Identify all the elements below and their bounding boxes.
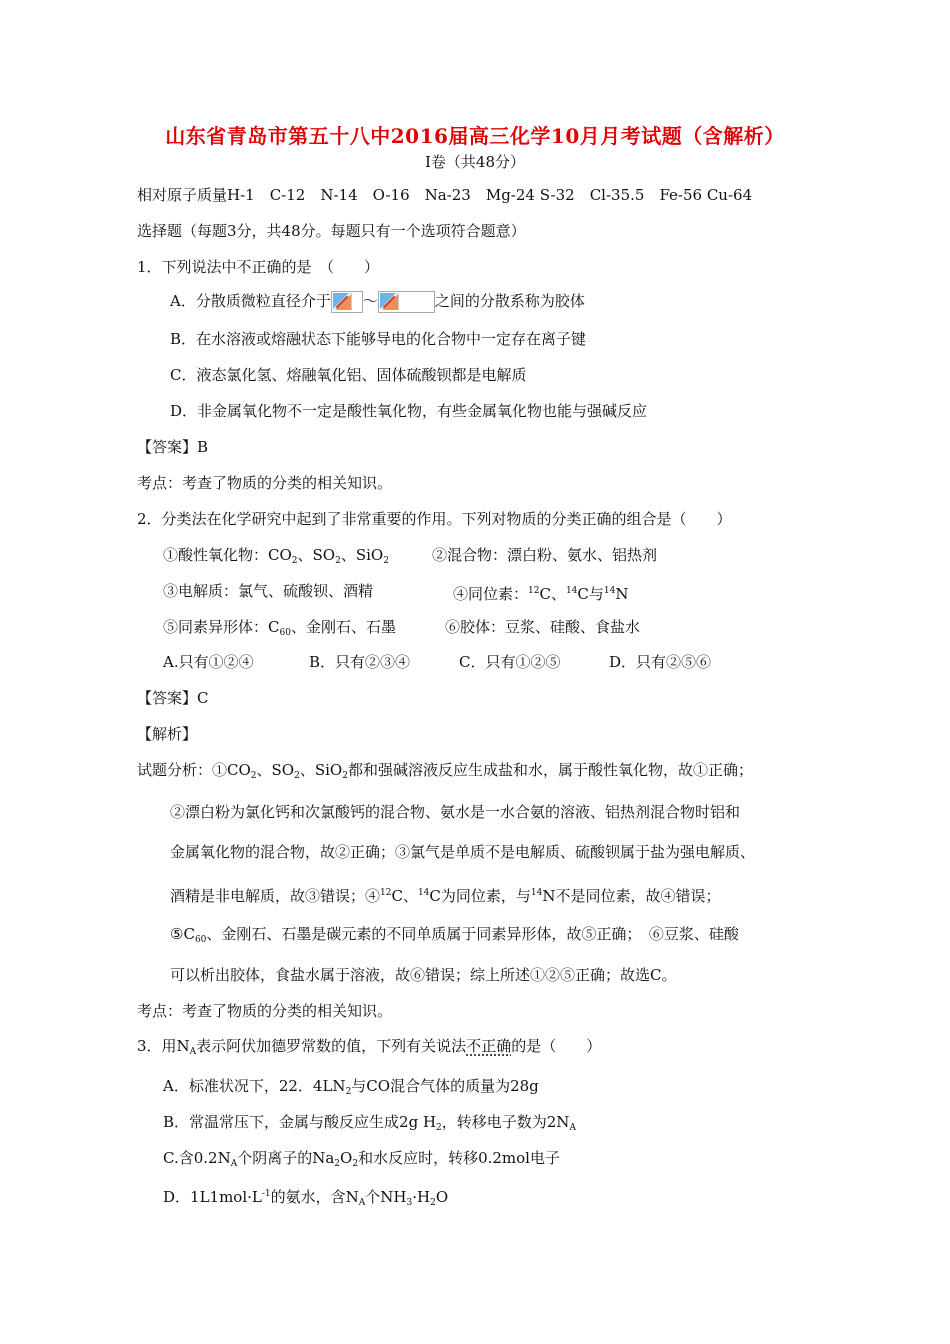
formula: C、 [391,887,418,905]
option-text: 个阴离子的Na [237,1149,335,1167]
q3-stem-text: 3．用N [137,1037,190,1055]
option-text: 和水反应时，转移0.2mol电子 [358,1149,560,1167]
q1-option-a-post: 之间的分散系称为胶体 [434,292,585,310]
q2-item-5-text: ⑤同素异形体：C [163,618,280,636]
q3-option-c [163,1148,560,1174]
explanation-text: 都和强碱溶液反应生成盐和水，属于酸性氧化物，故①正确； [347,761,753,779]
subscript: 2 [342,771,348,781]
separator: 、 [299,761,315,779]
q2-item-5-rest: 、金刚石、石墨 [290,618,396,636]
option-text: O [340,1149,353,1167]
superscript: 12 [380,888,392,898]
q2-item-4-text: ④同位素： [453,585,529,603]
q3-option-d [163,1184,448,1213]
q1-option-a-tilde: ～ [362,292,378,310]
explanation-text: 酒精是非电解质，故③错误；④ [170,887,381,905]
explanation-text: C为同位素，与 [429,887,531,905]
section-heading: 选择题（每题3分，共48分。每题只有一个选项符合题意） [137,222,526,240]
subscript: A [230,1159,238,1169]
subscript: A [358,1198,366,1208]
doc-subtitle: Ⅰ卷（共48分） [424,153,525,171]
q2-explanation-4 [170,883,720,906]
subscript: 2 [383,556,389,566]
q2-explanation-1 [137,760,753,786]
superscript: 14 [565,586,578,596]
broken-image-icon [331,291,363,313]
q2-option-a: A.只有①②④ [163,653,254,671]
q1-kaodian: 考点：考查了物质的分类的相关知识。 [137,474,393,492]
option-text: ，转移电子数为2N [441,1113,570,1131]
subscript: 2 [334,1159,341,1169]
q2-stem: 2．分类法在化学研究中起到了非常重要的作用。下列对物质的分类正确的组合是（ ） [137,510,732,528]
subscript: 2 [430,1198,436,1208]
q3-stem-text: 表示阿伏加德罗常数的值，下列有关说法 [196,1037,467,1055]
subscript: 3 [406,1198,413,1208]
q3-option-b [163,1112,576,1138]
option-text: B．常温常压下，金属与酸反应生成2g H [163,1113,437,1131]
q2-option-d: D．只有②⑤⑥ [609,653,712,671]
superscript: -1 [261,1189,271,1199]
broken-image-icon [378,291,435,313]
q2-item-4 [453,581,628,604]
q2-item-5 [163,617,396,643]
q1-option-d: D．非金属氧化物不一定是酸性氧化物，有些金属氧化物也能与强碱反应 [170,402,648,420]
q1-option-a [170,291,585,313]
subscript: 2 [352,1159,359,1169]
formula: SO [312,546,336,564]
option-text: D．1L1mol·L [163,1188,262,1206]
option-text: O [435,1188,449,1206]
q2-explanation-6: 可以析出胶体，食盐水属于溶液，故⑥错误；综上所述①②⑤正确；故选C。 [170,966,677,984]
subscript: 2 [345,1087,352,1097]
q3-stem-text: 的是（ ） [511,1037,602,1055]
option-text: 个NH [365,1188,407,1206]
separator: 、 [297,546,313,564]
explanation-text: 试题分析：①CO [137,761,251,779]
option-text: C.含0.2N [163,1149,231,1167]
subscript: A [569,1123,576,1133]
q1-answer: 【答案】B [137,438,209,456]
separator: 、 [256,761,272,779]
q2-explanation-2: ②漂白粉为氯化钙和次氯酸钙的混合物、氨水是一水合氨的溶液、铝热剂混合物时铝和 [170,803,741,821]
formula: SiO [314,761,343,779]
q2-item-6: ⑥胶体：豆浆、硅酸、食盐水 [445,618,641,636]
q2-item-1-text: ①酸性氧化物：CO [163,546,292,564]
subscript: 2 [335,556,341,566]
q1-stem: 1．下列说法中不正确的是 （ ） [137,258,380,276]
q2-jiexi-heading: 【解析】 [137,725,198,743]
subscript: 2 [294,771,300,781]
explanation-text: N不是同位素，故④错误； [542,887,721,905]
option-text: 与CO混合气体的质量为28g [351,1077,539,1095]
superscript: 14 [603,586,616,596]
q3-stem [137,1036,601,1062]
superscript: 14 [530,888,543,898]
q2-option-c: C．只有①②⑤ [459,653,561,671]
q2-answer: 【答案】C [137,689,209,707]
q2-item-2: ②混合物：漂白粉、氨水、铝热剂 [432,546,658,564]
q1-option-b: B．在水溶液或熔融状态下能够导电的化合物中一定存在离子键 [170,330,587,348]
formula: N [615,585,629,603]
subscript: 2 [291,556,298,566]
q2-explanation-3: 金属氧化物的混合物，故②正确；③氯气是单质不是电解质、硫酸钡属于盐为强电解质、 [170,843,756,861]
superscript: 14 [417,888,430,898]
doc-title: 山东省青岛市第五十八中2016届高三化学10月月考试题（含解析） [165,124,785,148]
subscript: 2 [250,771,257,781]
subscript: 60 [279,628,291,638]
q3-option-a [163,1076,539,1102]
formula: SO [271,761,295,779]
q2-kaodian: 考点：考查了物质的分类的相关知识。 [137,1002,393,1020]
q1-option-a-pre: A．分散质微粒直径介于 [170,292,331,310]
explanation-text: ⑤C [170,925,195,943]
superscript: 12 [528,586,540,596]
formula: C、 [539,585,566,603]
q1-option-c: C．液态氯化氢、熔融氧化铝、固体硫酸钡都是电解质 [170,366,527,384]
formula: SiO [355,546,384,564]
explanation-text: 、金刚石、石墨是碳元素的不同单质属于同素异形体，故⑤正确； ⑥豆浆、硅酸 [206,925,739,943]
subscript: 60 [194,935,207,945]
subscript: A [189,1047,197,1057]
q2-item-1 [163,545,389,571]
option-text: 的氨水，含N [270,1188,359,1206]
subscript: 2 [436,1123,442,1133]
q2-explanation-5 [170,924,739,950]
option-text: ·H [412,1188,431,1206]
atomic-masses: 相对原子质量H-1 C-12 N-14 O-16 Na-23 Mg-24 S-32 Cl-35.5 Fe-56 Cu-64 [137,186,753,204]
q2-item-3: ③电解质：氯气、硫酸钡、酒精 [163,582,374,600]
separator: 、 [340,546,356,564]
emphasis-text: 不正确 [466,1037,512,1055]
option-text: A．标准状况下，22．4LN [163,1077,346,1095]
formula: C与 [577,585,604,603]
q2-option-b: B．只有②③④ [309,653,411,671]
